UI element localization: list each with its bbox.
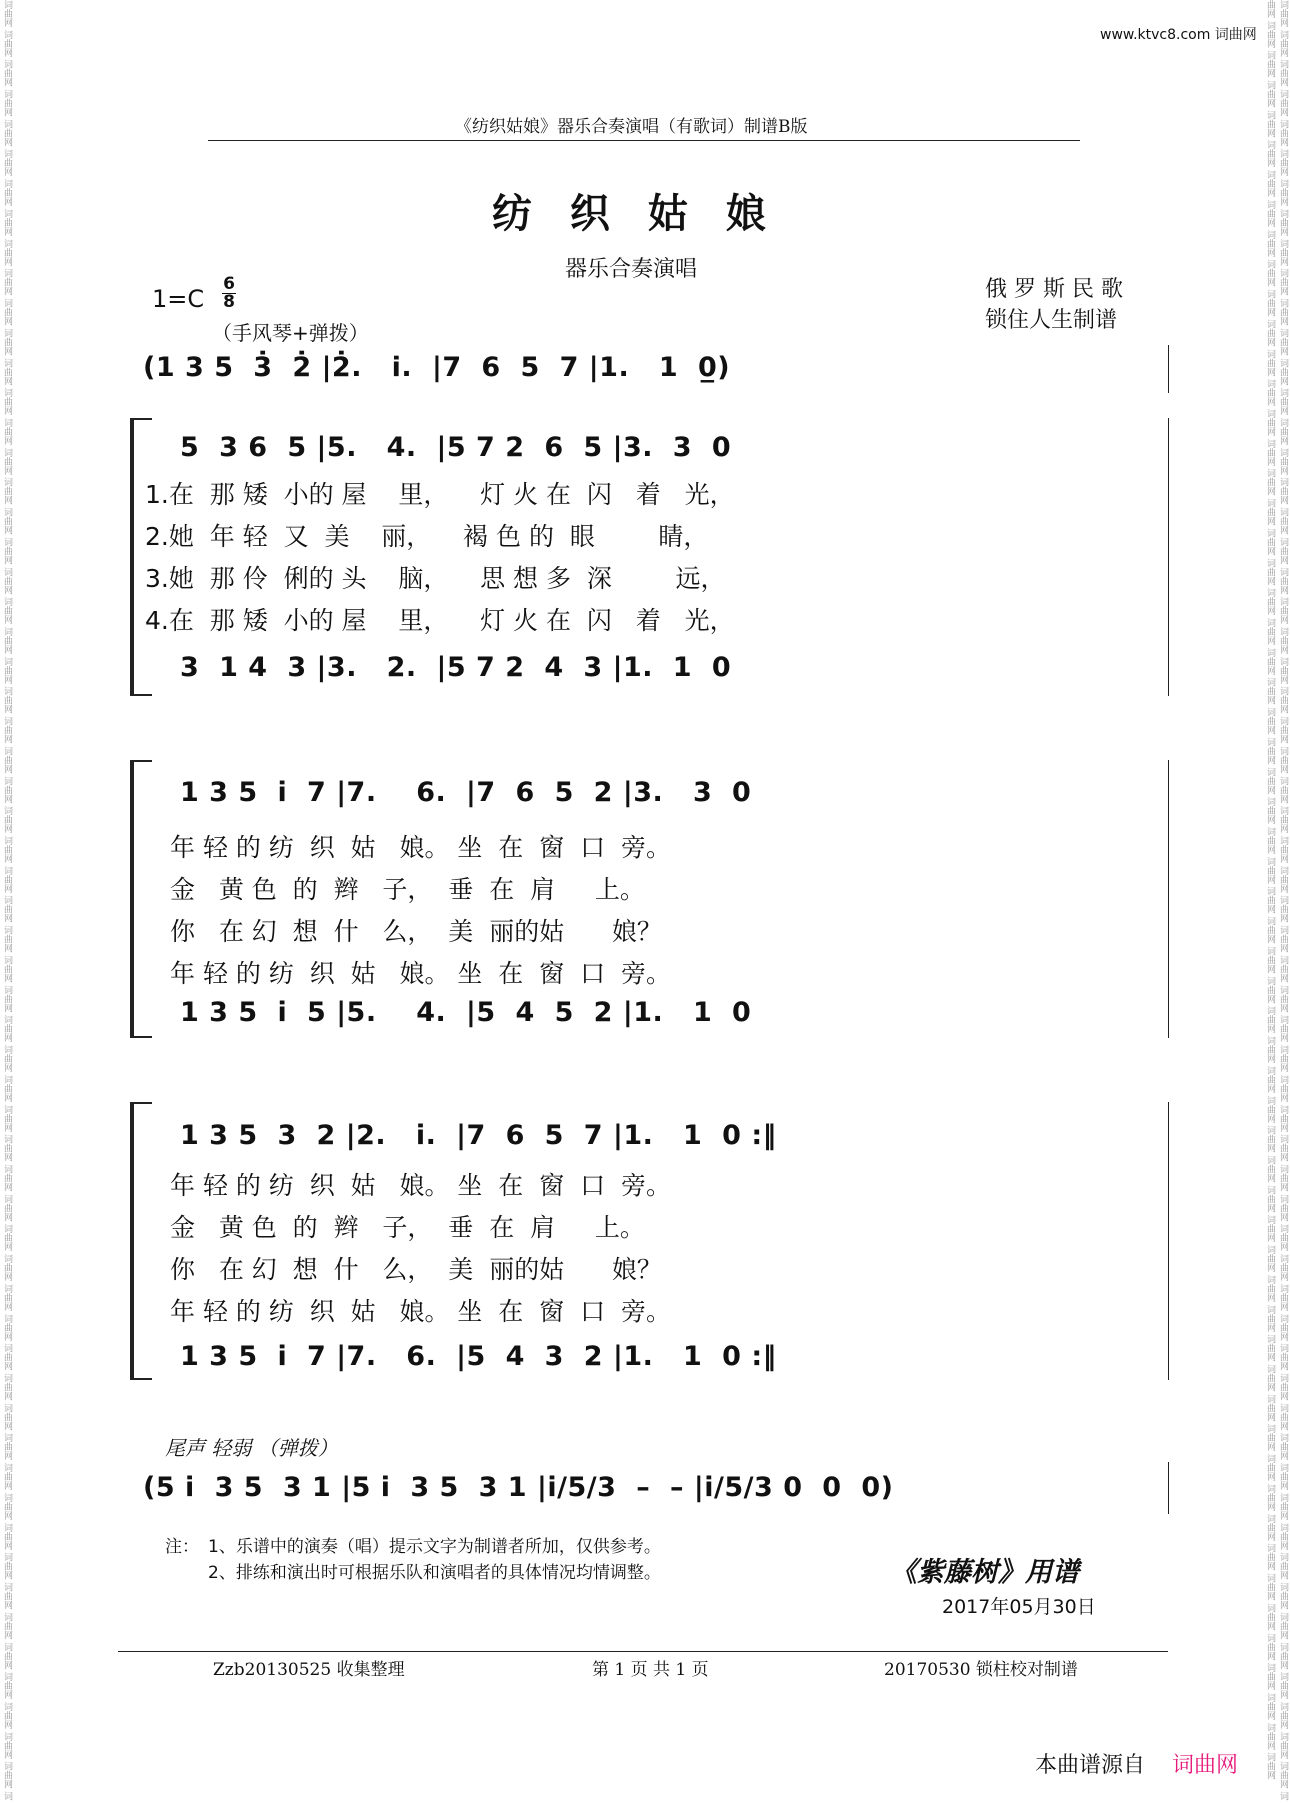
header-rule [208, 140, 1080, 141]
system-3-lower-notes: 1 3 5 i 7 |7. 6. |5 4 3 2 |1. 1 0 :‖ [180, 1341, 777, 1372]
instrumentation: （手风琴+弹拨） [212, 321, 369, 345]
system-1-verse-3: 3.她 那 伶 俐的 头 脑， 思 想 多 深 远， [145, 564, 726, 593]
system-3-verse-2: 金 黄 色 的 辫 子， 垂 在 肩 上。 [170, 1213, 645, 1242]
subtitle: 器乐合奏演唱 [565, 257, 698, 282]
note-line-2: 2、排练和演出时可根据乐队和演唱者的具体情况均情调整。 [208, 1563, 661, 1583]
key-signature: 1=C [152, 285, 205, 313]
right-edge-watermark: 词曲网 词曲网 词曲网 词曲网 词曲网 词曲网 词曲网 词曲网 词曲网 词曲网 词曲网 词曲网 词曲网 词曲网 词曲网 词曲网 词曲网 词曲网 词曲网 词曲网 词曲网 词曲网 词曲网 词曲网 词曲网 词曲网 词曲网 词曲网 词曲网 词曲网 词曲网 词曲网 词曲网 词曲网 词曲网 词曲网 词曲网 词曲网 词曲网 词曲网 词曲网 词曲网 词曲网 词曲网 词曲网 词曲网 词曲网 词曲网 词曲网 词曲网 词曲网 词曲网 词曲网 词曲网 词曲网 词曲网 词曲网 词曲网 词曲网 词曲网 词曲网 词曲网 词曲网 词曲网 词曲网 词曲网 词曲网 词曲网 词曲网 词曲网 词曲网 词曲网 词曲网 词曲网 词曲网 词曲网 词曲网 词曲网 词曲网 词曲网 词曲网 词曲网 词曲网 词曲网 词曲网 词曲网 词曲网 词曲网 词曲网 词曲网 词曲网 词曲网 词曲网 词曲网 词曲网 词曲网 词曲网 词曲网 词曲网 词曲网 词曲网 词曲网 词曲网 词曲网 词曲网 词曲网 词曲网 词曲网 词曲网 词曲网 词曲网 词曲网 词曲网 词曲网 词曲网 词曲网 词曲网 词曲网 词曲网 词曲网 [1265, 0, 1288, 1801]
system-2-verse-2: 金 黄 色 的 辫 子， 垂 在 肩 上。 [170, 875, 645, 904]
system-2-upper-notes: 1 3 5 i 7 |7. 6. |7 6 5 2 |3. 3 0 [180, 777, 752, 808]
time-signature-top: 6 [223, 274, 235, 294]
system-3-verse-4: 年 轻 的 纺 织 姑 娘。 坐 在 窗 口 旁。 [170, 1297, 671, 1326]
source-credit: 《紫藤树》用谱 [890, 1557, 1079, 1588]
system-2-end-barline [1168, 760, 1169, 1038]
system-3-verse-1: 年 轻 的 纺 织 姑 娘。 坐 在 窗 口 旁。 [170, 1171, 671, 1200]
watermark-brand[interactable]: 词曲网 [1172, 1753, 1239, 1778]
site-url[interactable]: www.ktvc8.com 词曲网 [1100, 27, 1257, 43]
composer: 俄 罗 斯 民 歌 [985, 277, 1123, 302]
system-1-verse-1: 1.在 那 矮 小的 屋 里， 灯 火 在 闪 着 光， [145, 480, 735, 509]
intro-notes: (1 3 5 3̇ 2̇ |2̇. i̇. |7 6 5 7 |1. 1 0̲) [143, 352, 731, 383]
system-2-brace [130, 760, 134, 1038]
system-3-upper-notes: 1 3 5 3 2 |2. i. |7 6 5 7 |1. 1 0 :‖ [180, 1120, 777, 1151]
note-line-1: 1、乐谱中的演奏（唱）提示文字为制谱者所加，仅供参考。 [208, 1537, 661, 1557]
system-2-verse-1: 年 轻 的 纺 织 姑 娘。 坐 在 窗 口 旁。 [170, 833, 671, 862]
coda-label: 尾声 轻弱 （弹拨） [165, 1436, 338, 1460]
time-signature [222, 276, 236, 311]
system-1-upper-notes: 5 3 6 5 |5. 4. |5 7 2 6 5 |3. 3 0 [180, 432, 732, 463]
system-2-verse-3: 你 在 幻 想 什 么， 美 丽的姑 娘？ [170, 917, 662, 946]
system-3-end-barline [1168, 1102, 1169, 1380]
left-edge-watermark: 词曲网 词曲网 词曲网 词曲网 词曲网 词曲网 词曲网 词曲网 词曲网 词曲网 词曲网 词曲网 词曲网 词曲网 词曲网 词曲网 词曲网 词曲网 词曲网 词曲网 词曲网 词曲网 词曲网 词曲网 词曲网 词曲网 词曲网 词曲网 词曲网 词曲网 词曲网 词曲网 词曲网 词曲网 词曲网 词曲网 词曲网 词曲网 词曲网 词曲网 词曲网 词曲网 词曲网 词曲网 词曲网 词曲网 词曲网 词曲网 词曲网 词曲网 词曲网 词曲网 词曲网 词曲网 词曲网 词曲网 词曲网 词曲网 词曲网 词曲网 词 [2, 0, 12, 1801]
time-signature-bottom: 8 [223, 292, 235, 312]
song-title: 纺 织 姑 娘 [492, 190, 778, 237]
system-2-verse-4: 年 轻 的 纺 织 姑 娘。 坐 在 窗 口 旁。 [170, 959, 671, 988]
system-1-brace [130, 418, 134, 696]
arrangement-date: 2017年05月30日 [942, 1596, 1096, 1618]
system-2-lower-notes: 1 3 5 i 5 |5. 4. |5 4 5 2 |1. 1 0 [180, 997, 752, 1028]
arranger: 锁住人生制谱 [985, 308, 1118, 333]
system-1-verse-2: 2.她 年 轻 又 美 丽， 褐 色 的 眼 睛， [145, 522, 709, 551]
system-1-lower-notes: 3 1 4 3 |3. 2. |5 7 2 4 3 |1. 1 0 [180, 652, 732, 683]
system-3-verse-3: 你 在 幻 想 什 么， 美 丽的姑 娘？ [170, 1255, 662, 1284]
watermark-prefix: 本曲谱源自 [1035, 1753, 1146, 1778]
coda-notes: (5 i 3 5 3 1 |5 i 3 5 3 1 |i/5/3 – – |i/5/3 0 0 0) [143, 1472, 894, 1503]
footer-left: Zzb20130525 收集整理 [213, 1660, 405, 1680]
system-1-verse-4: 4.在 那 矮 小的 屋 里， 灯 火 在 闪 着 光， [145, 606, 735, 635]
coda-end-barline [1168, 1462, 1169, 1514]
notes-title: 注： [165, 1537, 199, 1557]
footer-right: 20170530 锁柱校对制谱 [884, 1660, 1078, 1680]
intro-end-barline [1168, 345, 1169, 393]
footer-rule [118, 1651, 1168, 1652]
banner-text: 《纺织姑娘》器乐合奏演唱（有歌词）制谱B版 [455, 117, 808, 137]
system-3-brace [130, 1102, 134, 1380]
footer-center: 第 1 页 共 1 页 [592, 1660, 709, 1680]
system-1-end-barline [1168, 418, 1169, 696]
